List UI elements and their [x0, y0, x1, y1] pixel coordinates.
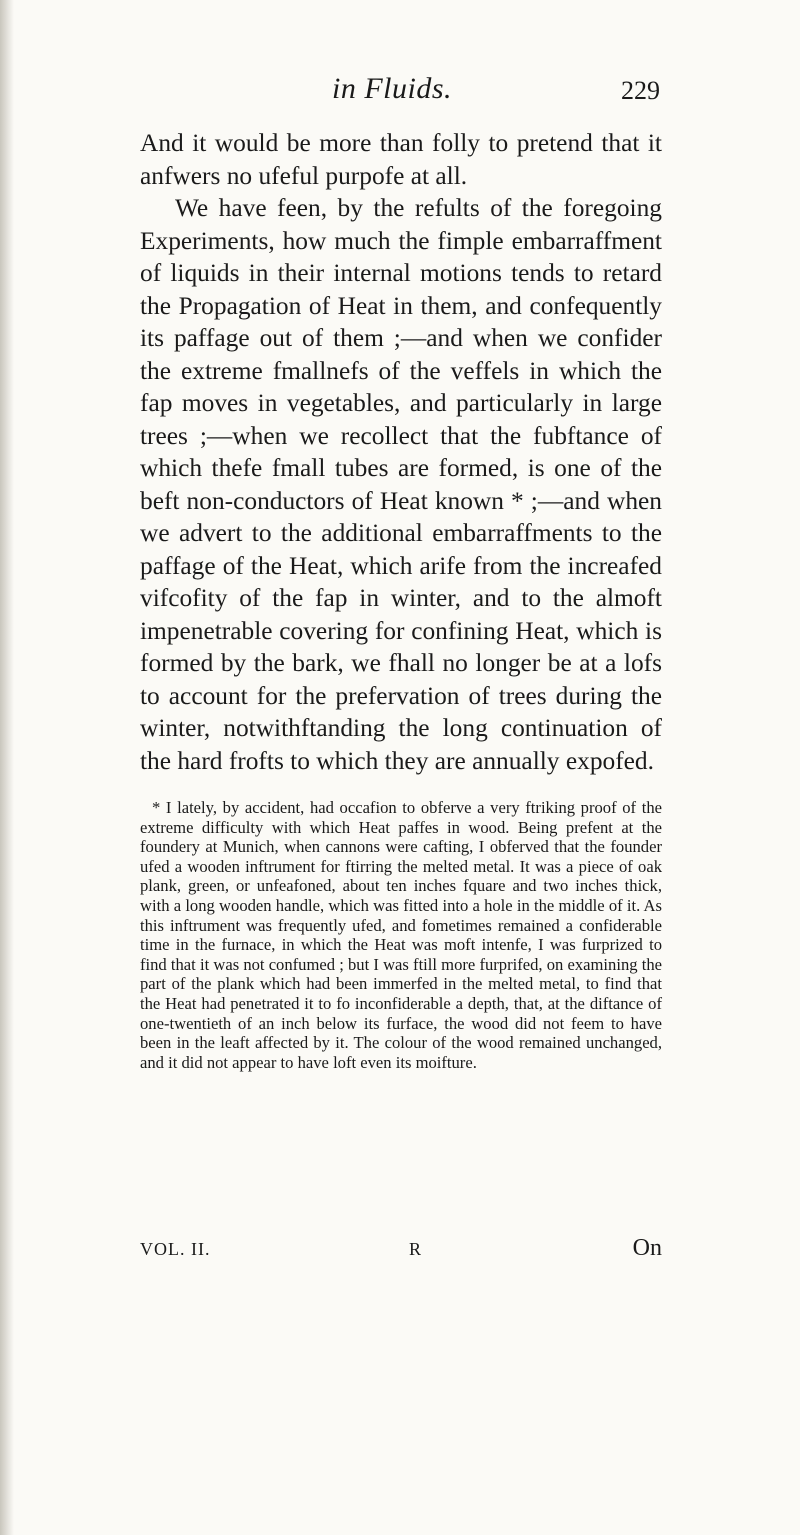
volume-signature: VOL. II. [140, 1239, 211, 1259]
page-gutter-shadow [0, 0, 14, 1535]
paragraph-1: And it would be more than folly to pretend that it anfwers no ufeful purpofe at all. [140, 129, 662, 190]
main-text [140, 127, 662, 777]
footnote-text: * I lately, by accident, had occafion to obferve a very ftriking proof of the extreme difficulty with which Heat paffes in wood. Being prefent at the foundery at Munich, when cannons were cafting, I obferved that the founder ufed a wooden inftrument for ftirring the melted metal. It was a piece of oak plank, green, or unfeafoned, about ten inches fquare and two inches thick, with a long wooden handle, which was fitted into a hole in the middle of it. As this inftrument was frequently ufed, and fometimes remained a confiderable time in the furnace, in which the Heat was moft intenfe, I was furprized to find that it was not confumed ; but I was ftill more furprifed, on examining the part of the plank which had been immerfed in the melted metal, to find that the Heat had penetrated it to fo inconfiderable a depth, that, at the diftance of one-twentieth of an inch below its furface, the wood did not feem to have been in the leaft affected by it. The colour of the wood remained unchanged, and it did not appear to have loft even its moifture. [140, 798, 662, 1072]
signature-mark: R [409, 1239, 422, 1259]
running-head: in Fluids. [332, 72, 453, 105]
page-number: 229 [621, 76, 660, 105]
page-footer [140, 1237, 662, 1267]
page-header [0, 72, 800, 112]
footnote [140, 798, 662, 1072]
catchword: On [632, 1235, 662, 1261]
paragraph-2: We have feen, by the refults of the foregoing Experiments, how much the fimple embarraffment of liquids in their internal motions tends to retard the Propagation of Heat in them, and confequently its paffage out of them ;—and when we confider the extreme fmallnefs of the veffels in which the fap moves in vegetables, and particularly in large trees ;—when we recollect that the fubftance of which thefe fmall tubes are formed, is one of the beft non-conductors of Heat known * ;—and when we advert to the additional embarraffments to the paffage of the Heat, which arife from the increafed vifcofity of the fap in winter, and to the almoft impenetrable covering for confining Heat, which is formed by the bark, we fhall no longer be at a lofs to account for the prefervation of trees during the winter, notwithftanding the long continuation of the hard frofts to which they are annually expofed. [140, 194, 662, 775]
